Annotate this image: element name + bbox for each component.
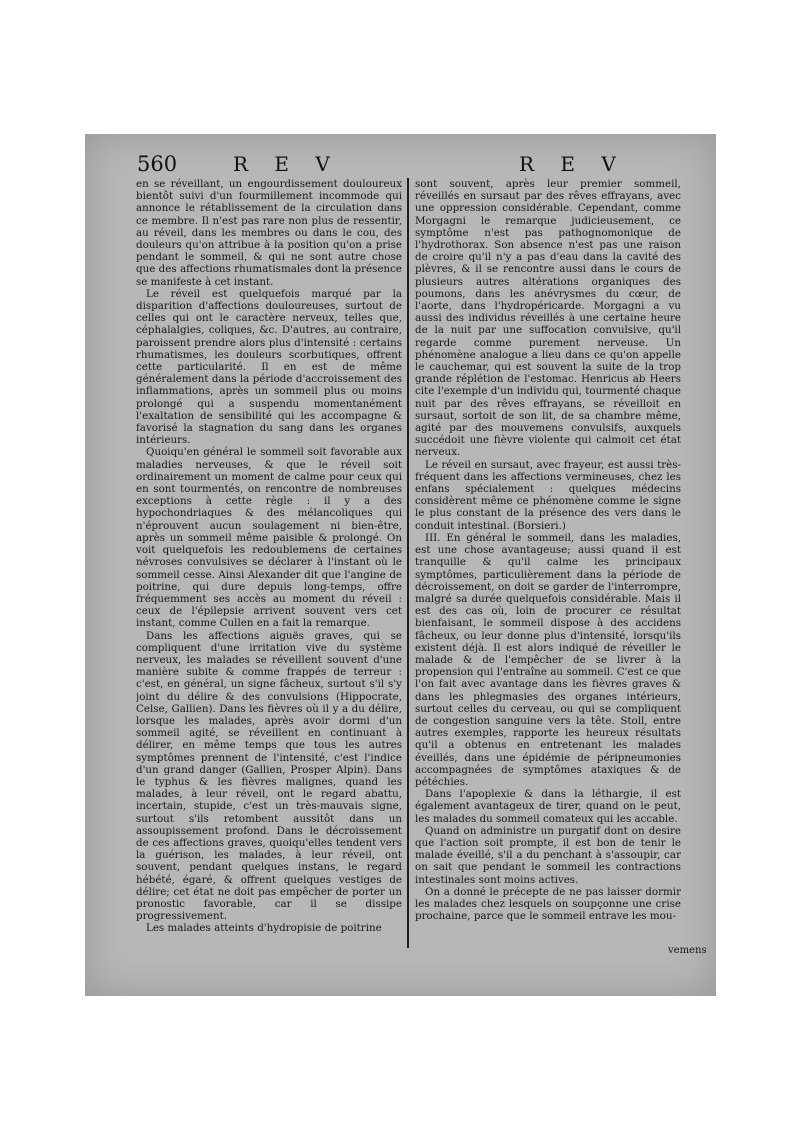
paragraph: Le réveil est quelquefois marqué par la disparition d'affections douloureuses, surtout de celles qui ont le caractère nerveux, telles que, céphalalgies, coliques, &c. D'autres, au contraire, paroissent prendre alors plus d'intensité : certains rhumatismes, les douleurs scorbutiques, offrent cette particularité. Il en est de même généralement dans la période d'accroissement des inflammations, après un sommeil plus ou moins prolongé qui a suspendu momentanément l'exaltation de sensibilité qui les accompagne & favorisé la stagnation du sang dans les organes intérieurs.	[136, 287, 402, 447]
paragraph: Les malades atteints d'hydropisie de poitrine	[146, 922, 382, 935]
paragraph: Dans les affections aiguës graves, qui se compliquent d'une irritation vive du système nerveux, les malades se réveillent souvent d'une manière subite & comme frappés de terreur : c'est, en général, un signe fâcheux, surtout s'il s'y joint du délire & des convulsions (Hippocrate, Celse, Gallien). Dans les fièvres où il y a du délire, lorsque les malades, après avoir dormi d'un sommeil agité, se réveillent en continuant à délirer, en même temps que tous les autres symptômes prennent de l'intensité, c'est l'indice d'un grand danger (Gallien, Prosper Alpin). Dans le typhus & les fièvres malignes, quand les malades, à leur réveil, ont le regard abattu, incertain, stupide, c'est un très-mauvais signe, surtout s'ils retombent aussitôt dans un assoupissement profond. Dans le décroissement de ces affections graves, quoiqu'elles tendent vers la guérison, les malades, à leur réveil, ont souvent, pendant quelques instans, le regard hébété, égaré, & offrent quelques vestiges de délire; cet état ne doit pas empêcher de porter un pronostic favorable, car il se dissipe progressivement.	[136, 629, 402, 923]
paragraph: Quoiqu'en général le sommeil soit favorable aux maladies nerveuses, & que le réveil soit ordinairement un moment de calme pour ceux qui en sont tourmentés, on rencontre de nombreuses exceptions à cette règle : il y a des hypochondriaques & des mélancoliques qui n'éprouvent aucun soulagement ni bien-être, après un sommeil même paisible & prolongé. On voit quelquefois les redoublemens de certaines névroses convulsives se déclarer à l'instant où le sommeil cesse. Ainsi Alexander dit que l'angine de poitrine, qui dure depuis long-temps, offre fréquemment ses accès au moment du réveil : ceux de l'épilepsie arrivent souvent vers cet instant, comme Cullen en a fait la remarque.	[136, 446, 402, 630]
column-divider	[407, 178, 409, 948]
paragraph: sont souvent, après leur premier sommeil, réveillés en sursaut par des rêves effrayans, avec une oppression considérable. Cependant, comme Morgagni le remarque judicieusement, ce symptôme n'est pas pathognomonique de l'hydrothorax. Son absence n'est pas une raison de croire qu'il n'y a pas d'eau dans la cavité des plèvres, & il se rencontre aussi dans le cours de plusieurs autres altérations organiques des poumons, dans les anévrysmes du cœur, de l'aorte, dans l'hydropéricarde. Morgagni a vu aussi des individus réveillés à une certaine heure de la nuit par une suffocation convulsive, qu'il regarde comme purement nerveuse. Un phénomène analogue a lieu dans ce qu'on appelle le cauchemar, qui est souvent la suite de la trop grande réplétion de l'estomac. Henricus ab Heers cite l'exemple d'un individu qui, tourmenté chaque nuit par des rêves effrayans, se réveilloit en sursaut, sortoit de son lit, de sa chambre même, agité par des mouvemens convulsifs, auxquels succédoit une fièvre violente qui calmoit cet état nerveux.	[415, 178, 681, 459]
catchword: vemens	[668, 945, 707, 956]
paragraph: Quand on administre un purgatif dont on desire que l'action soit prompte, il est bon de tenir le malade éveillé, s'il a du penchant à s'assoupir, car on sait que pendant le sommeil les contractions intestinales sont moins actives.	[415, 824, 681, 886]
paragraph: On a donné le précepte de ne pas laisser dormir les malades chez lesquels on soupçonne une crise prochaine, parce que le sommeil entrave les mou-	[415, 885, 681, 923]
right-column	[415, 178, 681, 983]
page-number: 560	[137, 152, 178, 176]
paragraph: en se réveillant, un engourdissement douloureux bientôt suivi d'un fourmillement incommode qui annonce le rétablissement de la circulation dans ce membre. Il n'est pas rare non plus de ressentir, au réveil, dans les membres ou dans le cou, des douleurs qu'on attribue à la position qu'on a prise pendant le sommeil, & qui ne sont autre chose que des affections rhumatismales dont la présence se manifeste à cet instant.	[136, 178, 402, 288]
running-title-right: R E V	[519, 152, 626, 176]
running-title-left: R E V	[233, 152, 340, 176]
paragraph: Dans l'apoplexie & dans la léthargie, il est également avantageux de tirer, quand on le peut, les malades du sommeil comateux qui les accable.	[415, 788, 681, 825]
running-header	[85, 150, 716, 180]
left-column	[136, 178, 402, 983]
paragraph: Le réveil en sursaut, avec frayeur, est aussi très-fréquent dans les affections vermineuses, chez les enfans spécialement : quelques médecins considèrent même ce phénomène comme le signe le plus constant de la présence des vers dans le conduit intestinal. (Borsieri.)	[415, 458, 681, 532]
paragraph: III. En général le sommeil, dans les maladies, est une chose avantageuse; aussi quand il est tranquille & qu'il calme les principaux symptômes, particulièrement dans la période de décroissement, on doit se garder de l'interrompre, malgré sa durée quelquefois considérable. Mais il est des cas où, loin de procurer ce résultat bienfaisant, le sommeil dispose à des accidens fâcheux, ou leur donne plus d'intensité, lorsqu'ils existent déjà. Il est alors indiqué de réveiller le malade & de l'empêcher de se livrer à la propension qui l'entraîne au sommeil. C'est ce que l'on fait avec avantage dans les fièvres graves & dans les phlegmasies des organes intérieurs, surtout celles du cerveau, ou qui se compliquent de congestion sanguine vers la tête. Stoll, entre autres exemples, rapporte les heureux résultats qu'il a obtenus en entretenant les malades éveillés, dans une épidémie de péripneumonies accompagnées de symptômes ataxiques & de pétéchies.	[415, 531, 681, 788]
